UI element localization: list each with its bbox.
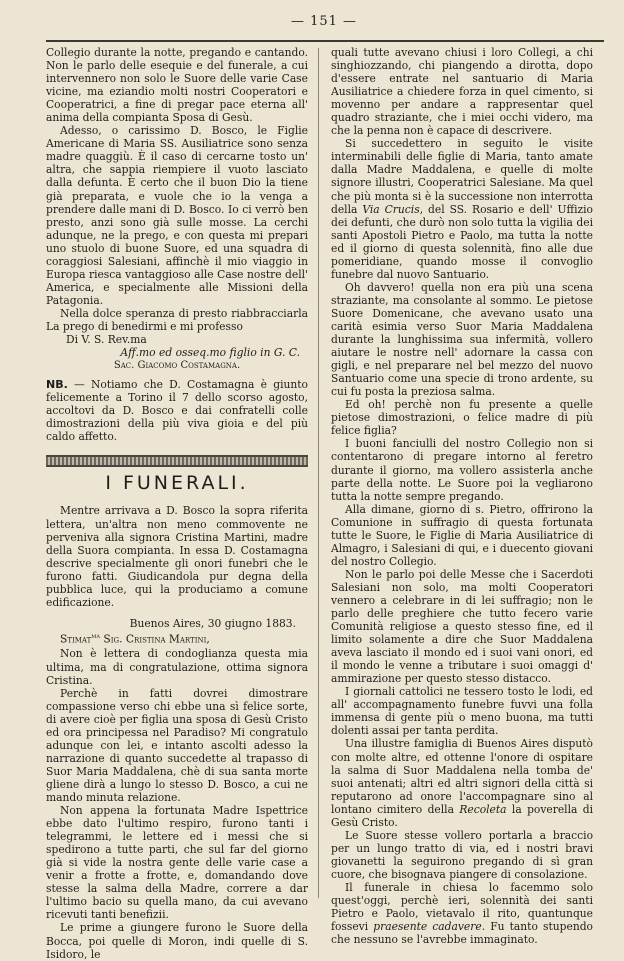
- salutation-prefix: Stimat: [60, 632, 92, 646]
- left-column: [46, 46, 308, 961]
- text-run: , del SS. Rosario e dell' Uffizio dei defunti, che durò non solo tutta la vigilia dei santi Apostoli Pietro e Paolo, ma tutta la notte ed il giorno di questa solennità, fino alle due pomeridiane, quando mosse il convoglio funebre dal nuovo Santuario.: [331, 202, 593, 281]
- column-divider: [318, 48, 319, 898]
- paragraph: I buoni fanciulli del nostro Collegio non si contentarono di pregare intorno al feretro durante il giorno, ma vollero assisterla anche parte della notte. Le Suore poi la vegliarono tutta la notte sempre pregando.: [331, 437, 593, 503]
- paragraph: Adesso, o carissimo D. Bosco, le Figlie Americane di Maria SS. Ausiliatrice sono senza madre quaggiù. È il caso di cercarne tosto un' altra, che sappia riempiere il vuoto lasciato dalla defunta. È certo che il buon Dio la tiene già preparata, e vuole che io la venga a prendere dalle mani di D. Bosco. Io ci verrò ben presto, anzi sono già sulle mosse. La cerchi adunque, ne la prego, e con questa mi prepari uno stuolo di buone Suore, ed una squadra di coraggiosi Salesiani, affinchè il mio viaggio in Europa riesca vantaggioso alle Case nostre dell' America, e specialmente alle Missioni della Patagonia.: [46, 124, 308, 307]
- paragraph: Alla dimane, giorno di s. Pietro, offrirono la Comunione in suffragio di questa fortunata tutte le Suore, le Figlie di Maria Ausiliatrice di Almagro, i Salesiani di qui, e i duecento giovani del nostro Collegio.: [331, 502, 593, 568]
- page-number: — 151 —: [290, 14, 358, 29]
- paragraph: Di V. S. Rev.ma: [66, 333, 147, 347]
- paragraph: [331, 137, 593, 281]
- paragraph: Nella dolce speranza di presto riabbracciarla La prego di benedirmi e mi professo: [46, 306, 308, 333]
- paragraph: Le Suore stesse vollero portarla a braccio per un lungo tratto di via, ed i nostri bravi giovanetti la seguirono pregando di sì gran cuore, che bisognava piangere di consolazione.: [331, 828, 593, 881]
- text-run: . Fu tanto stupendo che nessuno se l'avrebbe immaginato.: [331, 920, 593, 947]
- paragraph: Perchè in fatti dovrei dimostrare compassione verso chi ebbe una sì felice sorte, di avere cioè per figlia una sposa di Gesù Cristo ed ora principessa nel Paradiso? Mi congratulo adunque con lei, e intanto ascolti adesso la narrazione di quanto succedette al trapasso di Suor Maria Maddalena, chè di sua santa morte gliene dirà a lungo lo stesso D. Bosco, a cui ne mando minuta relazione.: [46, 686, 308, 804]
- paragraph: Non le parlo poi delle Messe che i Sacerdoti Salesiani non solo, ma molti Cooperatori vennero a celebrare in di lei suffragio; non le parlo delle preghiere che tutto fecero varie Comunità religiose a questo stesso fine, ed il limito solamente a dire che Suor Maddalena aveva lasciato il mondo ed i suoi vani onori, ed il mondo le venne a tributare i suoi omaggi d' ammirazione per questo stesso distacco.: [331, 567, 593, 686]
- paragraph: I giornali cattolici ne tessero tosto le lodi, ed all' accompagnamento funebre fuvvi una folla immensa di gente più o meno buona, ma tutti dolenti assai per tanta perdita.: [331, 685, 593, 738]
- paragraph: Le prime a giungere furono le Suore della Bocca, poi quelle di Moron, indi quelle di S. Isidoro, le: [46, 921, 308, 961]
- paragraph: Non è lettera di condoglianza questa mia ultima, ma di congratulazione, ottima signora Cristina.: [46, 647, 308, 687]
- paragraph: Oh davvero! quella non era più una scena straziante, ma consolante al sommo. Le pietose Suore Domenicane, che avevano usato una carità esimia verso Suor Maria Maddalena durante la lunghissima sua infermità, vollero aiutare le nostre nell' adornare la cassa con gigli, e nel preparare nel bel mezzo del nuovo Santuario come una specie di trono ardente, su cui fu posta la preziosa salma.: [331, 280, 593, 399]
- salutation-sup: ma: [91, 631, 100, 640]
- paragraph: quali tutte avevano chiusi i loro Collegi, a chi singhiozzando, chi piangendo a dirotta, dopo d'essere entrate nel santuario di Maria Ausiliatrice a chiedere forza in quel cimento, si movenno per andare a rappresentar quel quadro straziante, che i miei occhi videro, ma che la penna non è capace di descrivere.: [331, 46, 593, 138]
- signature-role: Sac. Giacomo Costamagna.: [113, 360, 241, 372]
- section-title: I FUNERALI.: [105, 472, 249, 495]
- paragraph: [331, 737, 593, 828]
- salutation-rest: Sig. Cristina Martini,: [100, 632, 210, 646]
- nota-bene: [46, 378, 308, 443]
- text-run: Il funerale in chiesa lo facemmo solo quest'oggi, perchè ieri, solennità dei santi Pietro e Paolo, vietavalo il rito, quantunque fossevi: [331, 881, 593, 934]
- header-rule: [46, 40, 604, 42]
- ornamental-divider: [46, 455, 308, 467]
- italic-run: praesente cadavere: [373, 920, 482, 934]
- text-run: la poverella di Gesù Cristo.: [331, 802, 593, 829]
- paragraph: Ed oh! perchè non fu presente a quelle pietose dimostrazioni, o felice madre di più felice figlia?: [331, 398, 593, 438]
- letter-date: Buenos Aires, 30 giugno 1883.: [129, 616, 296, 630]
- salutation: [46, 630, 308, 646]
- paragraph: Collegio durante la notte, pregando e cantando. Non le parlo delle esequie e del funerale, a cui intervennero non solo le Suore delle varie Case vicine, ma eziandio molti nostri Cooperatori e Cooperatrici, a fine di pregar pace eterna all' anima della compianta Sposa di Gesù.: [46, 46, 308, 125]
- signature-name: Aff.mo ed osseq.mo figlio in G. C.: [120, 346, 300, 360]
- right-column: [331, 46, 593, 946]
- paragraph: Mentre arrivava a D. Bosco la sopra riferita lettera, un'altra non meno commovente ne perveniva alla signora Cristina Martini, madre della Suora compianta. In essa D. Costamagna descrive specialmente gli onori funebri che le furono fatti. Giudicandola pur degna della pubblica luce, qui la produciamo a comune edificazione.: [46, 504, 308, 609]
- nb-label: NB.: [46, 378, 68, 392]
- text-run: Si succedettero in seguito le visite interminabili delle figlie di Maria, tanto amate dalla Madre Maddalena, e quelle di molte signore illustri, Cooperatrici Salesiane. Ma quel che più monta si è la successione non interrotta della: [331, 137, 593, 216]
- italic-run: Via Crucis: [362, 202, 420, 216]
- text-run: Una illustre famiglia di Buenos Aires disputò con molte altre, ed ottenne l'onore di ospitare la salma di Suor Maddalena nella tomba de' suoi antenati; altri ed altri signori della città si reputarono ad onore l'accompagnare sino al lontano cimitero della: [331, 737, 593, 816]
- paragraph: [331, 881, 593, 946]
- nb-text: — Notiamo che D. Costamagna è giunto felicemente a Torino il 7 dello scorso agosto, accoltovi da D. Bosco e dai confratelli colle dimostrazioni della più viva gioia e del più caldo affetto.: [46, 378, 308, 444]
- italic-run: Recoleta: [459, 802, 507, 816]
- paragraph: Non appena la fortunata Madre Ispettrice ebbe dato l'ultimo respiro, furono tanti i telegrammi, le lettere ed i messi che si spedirono a tutte parti, che sul far del giorno già si vide la nostra gente delle varie case a venir a frotte a frotte, e, domandando dove stesse la salma della Madre, correre a dar l'ultimo bacio su quella mano, da cui avevano ricevuti tanti benefizii.: [46, 804, 308, 922]
